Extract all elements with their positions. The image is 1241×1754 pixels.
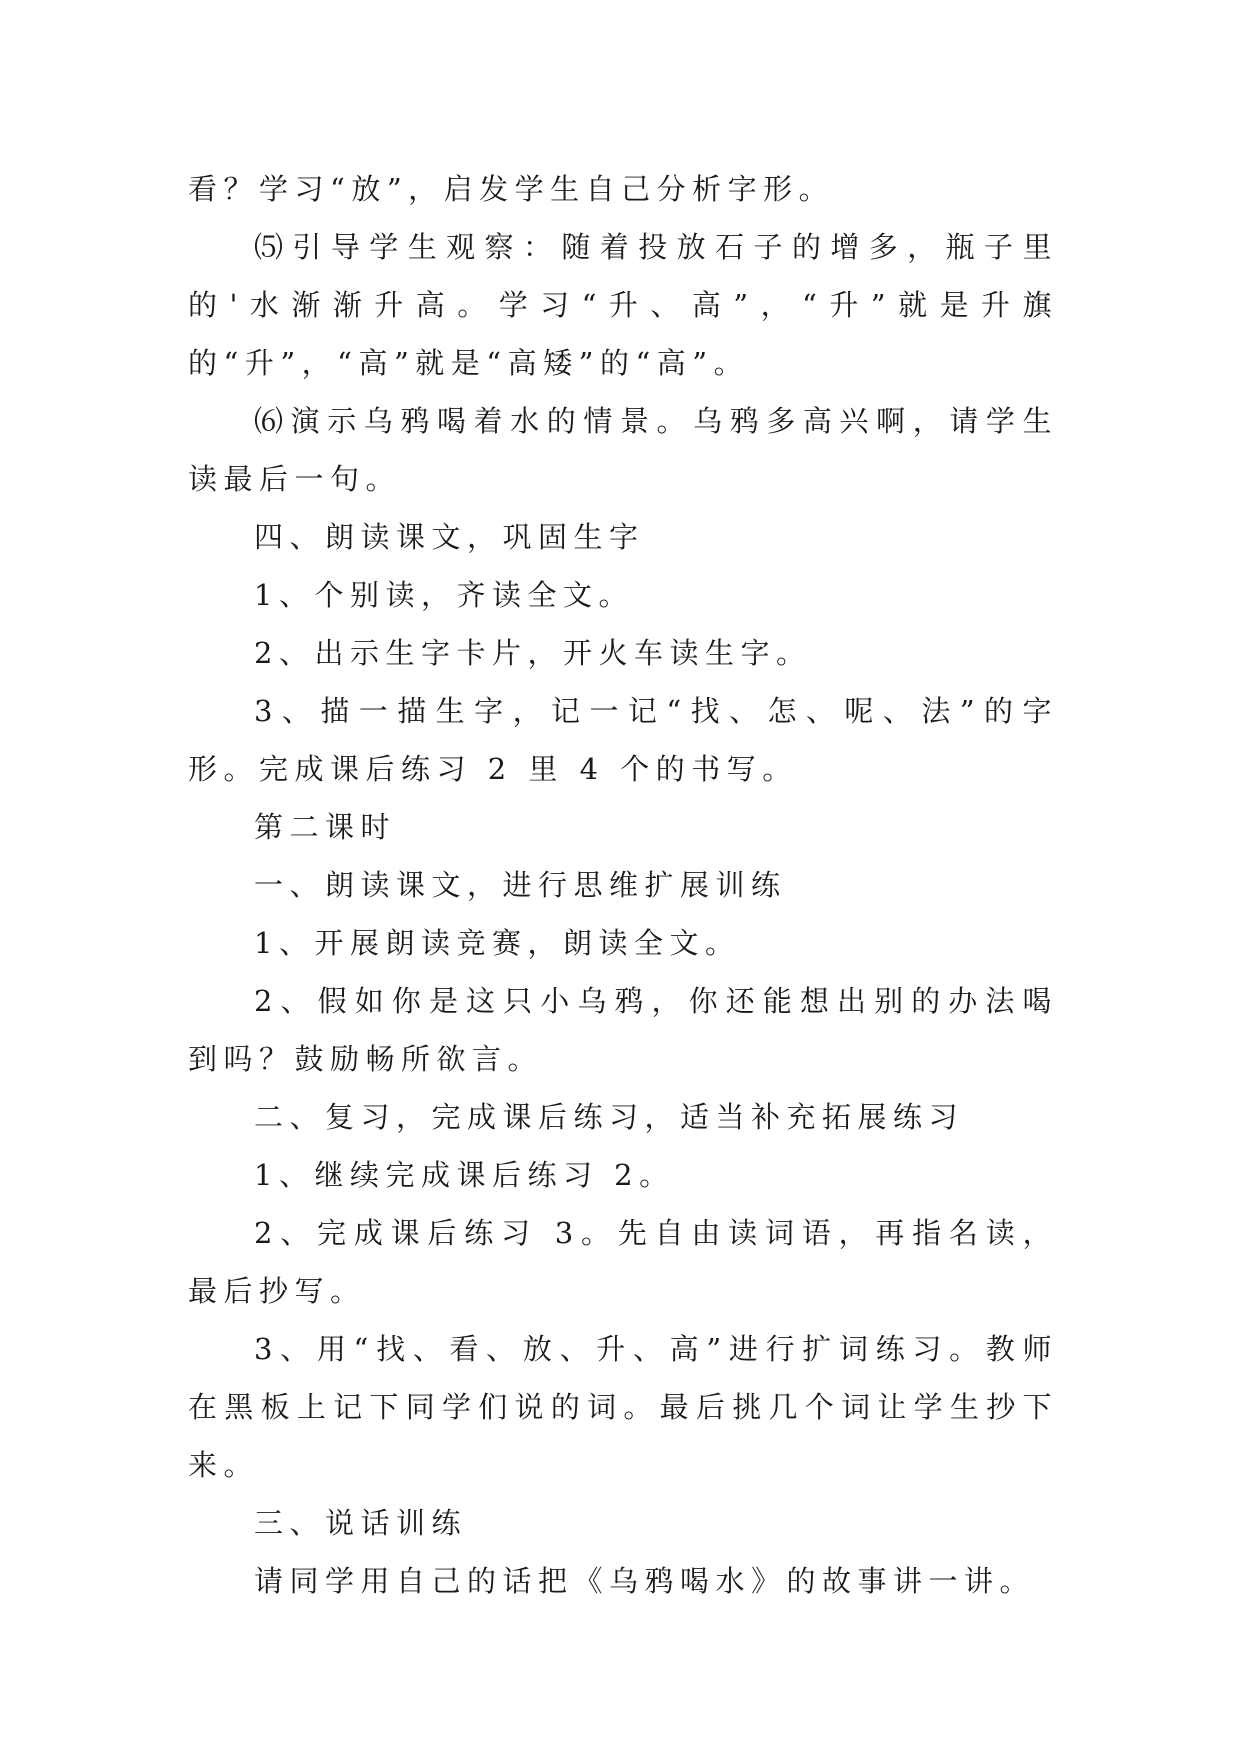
- list-item: 3、用“找、看、放、升、高”进行扩词练习。教师在黑板上记下同学们说的词。最后挑几个词让学生抄下来。: [188, 1332, 1058, 1482]
- list-item: 1、开展朗读竞赛，朗读全文。: [254, 926, 741, 960]
- document-body: [188, 160, 1058, 1610]
- section-heading-3: 三、说话训练: [254, 1506, 468, 1540]
- paragraph-step-5: ⑸引导学生观察：随着投放石子的增多，瓶子里的'水渐渐升高。学习“升、高”，“升”就是升旗的“升”，“高”就是“高矮”的“高”。: [188, 230, 1058, 380]
- section-heading-4: 四、朗读课文，巩固生字: [254, 520, 645, 554]
- paragraph-final: 请同学用自己的话把《乌鸦喝水》的故事讲一讲。: [254, 1564, 1036, 1598]
- list-item: 1、个别读，齐读全文。: [254, 578, 634, 612]
- list-item: 3、描一描生字，记一记“找、怎、呢、法”的字形。完成课后练习 2 里 4 个的书写。: [188, 694, 1058, 786]
- list-item: 1、继续完成课后练习 2。: [254, 1158, 675, 1192]
- section-heading-2: 二、复习，完成课后练习，适当补充拓展练习: [254, 1100, 965, 1134]
- lesson-heading: 第二课时: [254, 810, 397, 844]
- section-heading-1: 一、朗读课文，进行思维扩展训练: [254, 868, 787, 902]
- paragraph-continuation: 看？学习“放”，启发学生自己分析字形。: [188, 172, 835, 206]
- list-item: 2、完成课后练习 3。先自由读词语，再指名读，最后抄写。: [188, 1216, 1058, 1308]
- list-item: 2、出示生字卡片，开火车读生字。: [254, 636, 812, 670]
- list-item: 2、假如你是这只小乌鸦，你还能想出别的办法喝到吗？鼓励畅所欲言。: [188, 984, 1058, 1076]
- paragraph-step-6: ⑹演示乌鸦喝着水的情景。乌鸦多高兴啊，请学生读最后一句。: [188, 404, 1058, 496]
